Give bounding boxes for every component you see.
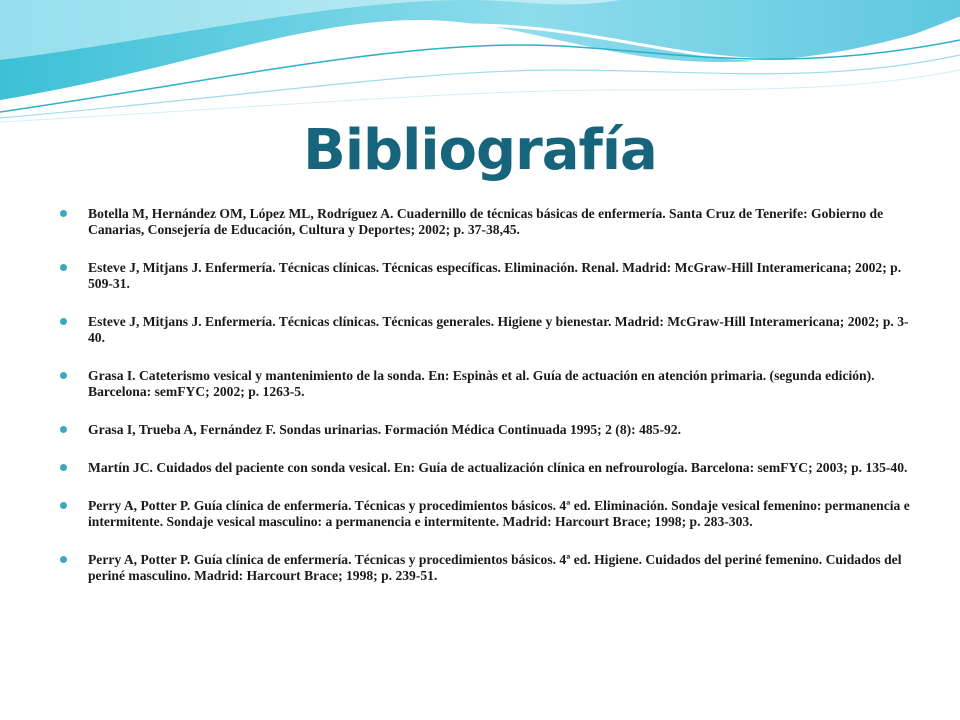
round-bullet-icon xyxy=(60,502,67,509)
header-wave-decoration xyxy=(0,0,960,125)
bibliography-item-text: Perry A, Potter P. Guía clínica de enfermería. Técnicas y procedimientos básicos. 4ª ed. Eliminación. Sondaje vesical femenino: permanencia e intermitente. Sondaje vesical masculino: a permanencia e intermitente. Madrid: Harcourt Brace; 1998; p. 283-303. xyxy=(88,498,910,529)
bibliography-list xyxy=(60,206,910,606)
bibliography-item xyxy=(60,422,910,438)
round-bullet-icon xyxy=(60,264,67,271)
bibliography-item-text: Perry A, Potter P. Guía clínica de enfermería. Técnicas y procedimientos básicos. 4ª ed. Higiene. Cuidados del periné femenino. Cuidados del periné masculino. Madrid: Harcourt Brace; 1998; p. 239-51. xyxy=(88,552,902,583)
bibliography-item xyxy=(60,460,910,476)
bibliography-item-text: Martín JC. Cuidados del paciente con sonda vesical. En: Guía de actualización clínica en nefrourología. Barcelona: semFYC; 2003; p. 135-40. xyxy=(88,460,908,475)
bibliography-item-text: Botella M, Hernández OM, López ML, Rodríguez A. Cuadernillo de técnicas básicas de enfermería. Santa Cruz de Tenerife: Gobierno de Canarias, Consejería de Educación, Cultura y Deportes; 2002; p. 37-38,45. xyxy=(88,206,884,237)
bibliography-item xyxy=(60,260,910,292)
bibliography-item-text: Grasa I, Trueba A, Fernández F. Sondas urinarias. Formación Médica Continuada 1995; 2 (8): 485-92. xyxy=(88,422,681,437)
bibliography-item xyxy=(60,498,910,530)
slide-title: Bibliografía xyxy=(303,118,657,183)
bibliography-item-text: Esteve J, Mitjans J. Enfermería. Técnicas clínicas. Técnicas generales. Higiene y bienestar. Madrid: McGraw-Hill Interamericana; 2002; p. 3-40. xyxy=(88,314,909,345)
bibliography-item xyxy=(60,206,910,238)
round-bullet-icon xyxy=(60,464,67,471)
bibliography-item-text: Esteve J, Mitjans J. Enfermería. Técnicas clínicas. Técnicas específicas. Eliminación. Renal. Madrid: McGraw-Hill Interamericana; 2002; p. 509-31. xyxy=(88,260,902,291)
bibliography-item xyxy=(60,552,910,584)
round-bullet-icon xyxy=(60,556,67,563)
round-bullet-icon xyxy=(60,426,67,433)
round-bullet-icon xyxy=(60,210,67,217)
round-bullet-icon xyxy=(60,372,67,379)
bibliography-item xyxy=(60,314,910,346)
round-bullet-icon xyxy=(60,318,67,325)
bibliography-item-text: Grasa I. Cateterismo vesical y mantenimiento de la sonda. En: Espinàs et al. Guía de actuación en atención primaria. (segunda edición). Barcelona: semFYC; 2002; p. 1263-5. xyxy=(88,368,875,399)
bibliography-item xyxy=(60,368,910,400)
